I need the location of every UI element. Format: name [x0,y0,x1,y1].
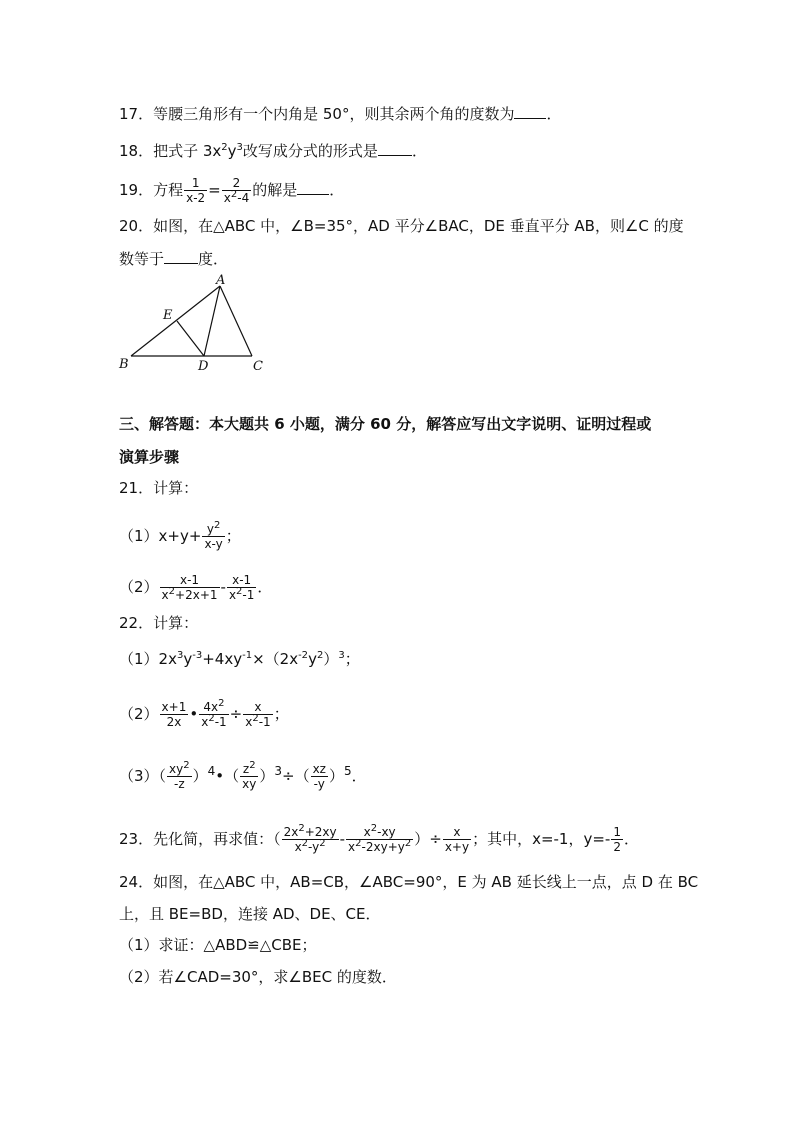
question-17 [119,103,561,124]
numerator [167,762,192,777]
denominator: x+y [444,840,470,854]
question-22-title: 22．计算： [119,614,199,632]
fraction [611,825,623,854]
part-label: （2） [119,705,159,723]
fraction [346,825,413,854]
fraction [243,700,272,729]
operator: •（ [215,767,240,785]
exponent: -1 [242,650,253,661]
term: -1 [214,715,227,729]
question-22-part-3 [119,762,367,791]
fraction [199,700,228,729]
punctuation: ； [225,527,241,545]
numerator: 1 [613,825,621,839]
label-D: D [198,359,209,374]
expression: ×（2x [252,650,299,668]
numerator [282,825,339,840]
exponent: 2 [218,698,225,709]
expression: （1）2x [119,650,177,668]
segment-ED [177,321,204,356]
term: 4x [203,700,219,714]
exponent: 2 [252,713,259,724]
equals-sign: = [208,181,221,199]
variable: y [206,522,214,536]
denominator: 2 [613,840,621,854]
question-19-text-rest: 的解是 [252,181,298,199]
numerator: x [443,825,471,840]
exponent: 2 [298,823,305,834]
denominator [227,588,256,602]
term: +2xy [304,825,337,839]
operator: ÷（ [282,767,310,785]
segment-AC [220,286,252,356]
denominator [282,840,339,854]
exponent: 2 [316,650,324,661]
denominator [243,715,272,729]
operator: - [339,830,346,848]
variable: z [242,762,250,776]
term: 2x [283,825,299,839]
operator: • [189,705,199,723]
fraction [443,825,471,854]
answer-blank[interactable] [164,248,198,264]
label-E: E [163,308,173,323]
numerator [202,522,224,537]
expression: +4xy [202,650,243,668]
exponent: 3 [338,650,345,661]
operator: - [220,578,226,596]
numerator: x+1 [161,700,187,714]
denominator: -z [174,777,185,791]
operator: ÷ [229,705,243,723]
denominator: 2x [166,715,182,729]
question-24-part-1: （1）求证：△ABD≌△CBE； [119,936,317,954]
exponent: 2 [370,823,378,834]
exponent: 2 [208,713,215,724]
paren: ） [328,767,344,785]
punctuation: ． [411,142,427,160]
answer-blank[interactable] [514,103,546,119]
question-23-text: 23．先化简，再求值：（ [119,830,281,848]
answer-blank[interactable] [297,179,329,195]
fraction [167,762,192,791]
exponent: 2 [183,760,190,771]
denominator: x-2 [186,191,206,205]
denominator: xy [242,777,257,791]
fraction [160,573,220,602]
exponent: 4 [207,764,216,778]
exponent: 3 [274,764,282,778]
exponent: 2 [355,838,362,849]
denominator: x-y [204,537,223,551]
question-20-text: 数等于 [119,250,165,268]
triangle-figure [115,270,280,378]
question-19-text: 19．方程 [119,181,184,199]
fraction [227,573,256,602]
variable: x [245,715,253,729]
denominator [199,715,228,729]
variable: x [363,825,371,839]
punctuation: ； [273,705,289,723]
exponent: 5 [344,764,352,778]
denominator [346,840,413,854]
term: -1 [258,715,271,729]
punctuation: ； [344,650,360,668]
question-22-part-2 [119,700,289,729]
question-20-line-2 [119,248,228,269]
question-24-line-2: 上，且 BE=BD，连接 AD、DE、CE． [119,905,381,923]
part-label: （3）（ [119,767,167,785]
fraction [311,762,328,791]
variable: x [228,588,237,602]
expression: ） [323,650,339,668]
variable: x [201,715,209,729]
section-heading-line-1: 三、解答题：本大题共 6 小题，满分 60 分，解答应写出文字说明、证明过程或 [119,415,652,433]
question-18-text: 18．把式子 3x [119,142,222,160]
exponent: 2 [236,586,243,597]
paren: ） [259,767,275,785]
question-22-part-1 [119,649,360,669]
numerator: x [243,700,272,715]
question-20-line-1: 20．如图，在△ABC 中，∠B=35°，AD 平分∠BAC，DE 垂直平分 AB，则∠C 的度 [119,217,684,235]
term: xy [169,762,184,776]
variable: x [348,840,356,854]
exponent: 2 [221,142,228,153]
expression: y [308,650,317,668]
question-23-condition: ；其中，x=-1，y=- [472,830,611,848]
term: -y [308,840,320,854]
part-label: （2） [119,578,159,596]
exponent: 2 [404,838,412,849]
label-A: A [216,273,226,288]
fraction [184,176,207,205]
numerator: xz [312,762,326,776]
question-19 [119,176,344,205]
term: -2xy+y [361,840,405,854]
punctuation: ． [546,105,562,123]
question-24-line-1: 24．如图，在△ABC 中，AB=CB，∠ABC=90°，E 为 AB 延长线上一点，点 D 在 BC [119,873,699,891]
exponent: 2 [213,520,221,531]
question-18 [119,140,427,161]
question-23 [119,825,639,854]
label-B: B [119,357,129,372]
part-label: （1）x+y+ [119,527,202,545]
exponent: 2 [168,586,176,597]
punctuation: ． [623,830,639,848]
paren: ） [192,767,208,785]
term: -xy [377,825,396,839]
term: +2x+1 [175,588,218,602]
exponent: 2 [319,838,326,849]
exponent: 3 [176,650,184,661]
fraction [160,700,189,729]
exponent: 2 [230,189,238,200]
fraction [202,522,224,551]
question-24-part-2: （2）若∠CAD=30°，求∠BEC 的度数． [119,968,397,986]
numerator: x-1 [227,573,256,588]
fraction [222,176,251,205]
numerator: x-1 [160,573,220,588]
fraction [240,762,258,791]
variable: x [161,588,169,602]
exponent: 2 [301,838,309,849]
variable: y [227,142,237,160]
term: -1 [242,588,255,602]
label-C: C [253,359,263,374]
denominator: -y [313,777,325,791]
exponent: -2 [298,650,309,661]
denominator [160,588,220,602]
question-21-part-2 [119,573,272,602]
operator: ）÷ [414,830,442,848]
variable: x [223,191,231,205]
exponent: 2 [249,760,256,771]
numerator [240,762,258,777]
variable: x [294,840,302,854]
denominator [222,191,251,205]
numerator: 1 [184,176,207,191]
punctuation: ． [351,767,367,785]
numerator: 2 [222,176,251,191]
question-21-title: 21．计算： [119,479,199,497]
punctuation: ． [257,578,273,596]
exponent: -3 [192,650,203,661]
punctuation: ． [329,181,345,199]
question-18-text-rest: 改写成分式的形式是 [242,142,378,160]
section-heading-line-2: 演算步骤 [119,448,180,466]
question-20-text-end: 度． [198,250,229,268]
question-17-text: 17．等腰三角形有一个内角是 50°，则其余两个角的度数为 [119,105,515,123]
term: -4 [237,191,250,205]
question-21-part-1 [119,522,241,551]
fraction [282,825,339,854]
answer-blank[interactable] [378,140,412,156]
expression: y [183,650,193,668]
exponent: 3 [236,142,243,153]
